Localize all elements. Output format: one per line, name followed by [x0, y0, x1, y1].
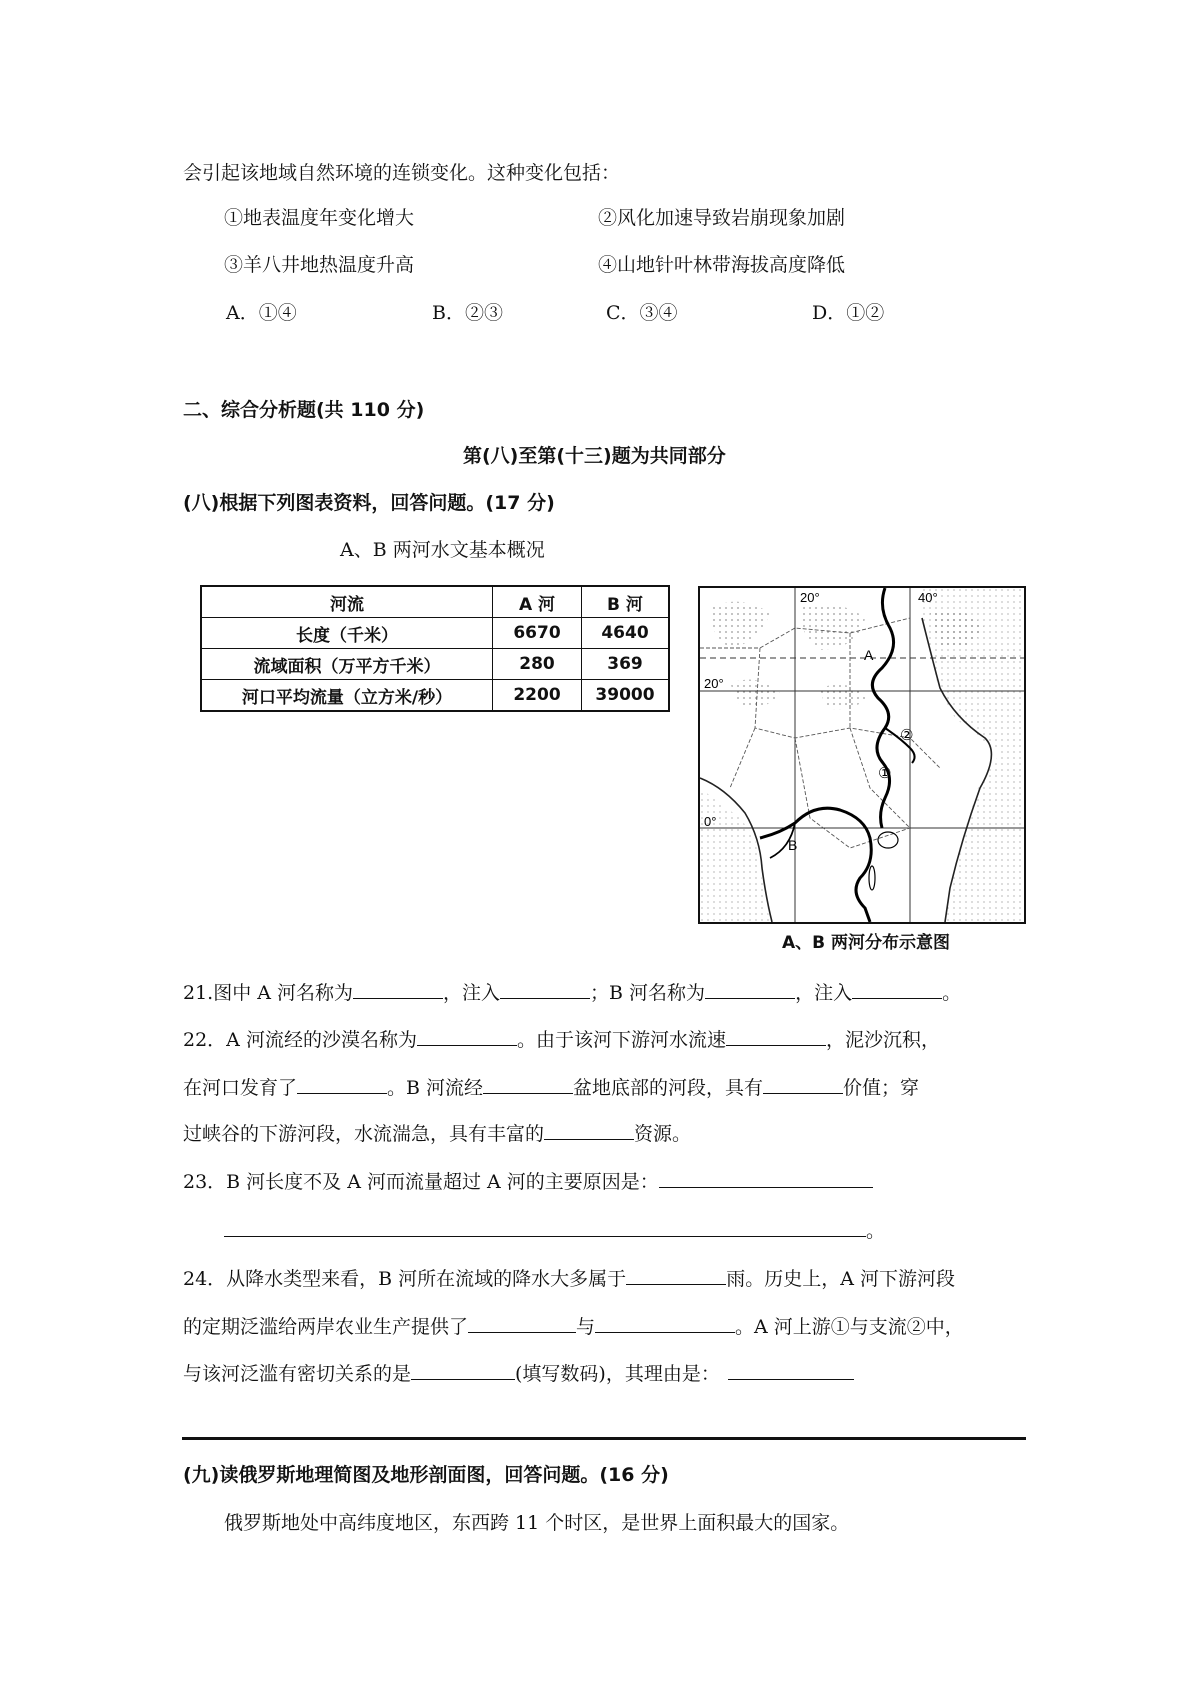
- cell-b: 369: [582, 649, 670, 680]
- section-divider: [182, 1437, 1026, 1440]
- q22-blank-3[interactable]: [297, 1075, 387, 1094]
- q21-text: 21.图中 A 河名称为: [183, 982, 354, 1004]
- q22-blank-1[interactable]: [417, 1027, 517, 1046]
- q21-blank-1[interactable]: [353, 980, 443, 999]
- q22-line-3: [183, 1121, 691, 1147]
- q21-text: 。: [942, 982, 962, 1004]
- cell-a: 6670: [493, 618, 582, 649]
- q24-text: 与该河泛滥有密切关系的是: [183, 1363, 412, 1385]
- q21-text: ；B 河名称为: [590, 982, 706, 1004]
- q23-end: 。: [866, 1220, 886, 1242]
- q24-blank-5[interactable]: [728, 1361, 854, 1380]
- choice-d: D．①②: [812, 302, 885, 324]
- label-lat20: 20°: [704, 676, 724, 691]
- row-label: 长度（千米）: [201, 618, 493, 649]
- cell-a: 280: [493, 649, 582, 680]
- q24-line-3: [183, 1361, 854, 1387]
- label-lat0: 0°: [704, 814, 717, 829]
- q9-line: 俄罗斯地处中高纬度地区，东西跨 11 个时区，是世界上面积最大的国家。: [224, 1512, 850, 1534]
- q23-line-1: [183, 1169, 873, 1195]
- q24-text: (填写数码)，其理由是：: [515, 1363, 720, 1385]
- q22-text: 价值；穿: [843, 1077, 920, 1099]
- q24-line-1: [183, 1266, 955, 1292]
- q22-line-2: [183, 1075, 919, 1101]
- cell-a: 2200: [493, 680, 582, 712]
- table-caption: A、B 两河水文基本概况: [340, 539, 545, 561]
- q22-blank-5[interactable]: [763, 1075, 843, 1094]
- q22-blank-4[interactable]: [483, 1075, 573, 1094]
- row-label: 流域面积（万平方千米）: [201, 649, 493, 680]
- label-lon40: 40°: [918, 590, 938, 605]
- q22-text: ，泥沙沉积，: [825, 1029, 940, 1051]
- option-1: ①地表温度年变化增大: [224, 207, 415, 229]
- table-row: [201, 680, 669, 712]
- q23-line-2: [224, 1218, 885, 1244]
- section-title: 二、综合分析题(共 110 分): [183, 399, 425, 421]
- q22-text: 盆地底部的河段，具有: [573, 1077, 764, 1099]
- q8-title: (八)根据下列图表资料，回答问题。(17 分): [183, 492, 555, 514]
- q24-blank-2[interactable]: [468, 1314, 576, 1333]
- table-header-row: [201, 586, 669, 618]
- q22-text: 22．A 河流经的沙漠名称为: [183, 1029, 417, 1051]
- option-3: ③羊八井地热温度升高: [224, 254, 415, 276]
- river-map: [698, 586, 1026, 924]
- q23-text: 23．B 河长度不及 A 河而流量超过 A 河的主要原因是：: [183, 1171, 659, 1193]
- river-b-path: [760, 808, 871, 922]
- q24-text: 雨。历史上，A 河下游河段: [726, 1268, 955, 1290]
- table-row: [201, 618, 669, 649]
- header-a: A 河: [493, 586, 582, 618]
- africa-map-figure: [700, 588, 1024, 922]
- q9-title: (九)读俄罗斯地理简图及地形剖面图，回答问题。(16 分): [183, 1464, 669, 1486]
- label-lon20: 20°: [800, 590, 820, 605]
- river-a-path: [872, 588, 893, 828]
- cell-b: 39000: [582, 680, 670, 712]
- header-river: 河流: [201, 586, 493, 618]
- q24-text: 。A 河上游①与支流②中，: [735, 1316, 964, 1338]
- q24-text: 24．从降水类型来看，B 河所在流域的降水大多属于: [183, 1268, 627, 1290]
- label-river-a: A: [864, 647, 874, 663]
- q24-text: 与: [576, 1316, 596, 1338]
- option-2: ②风化加速导致岩崩现象加剧: [598, 207, 846, 229]
- q22-blank-2[interactable]: [726, 1027, 826, 1046]
- label-trib-2: ②: [900, 726, 914, 744]
- q22-line-1: [183, 1027, 940, 1053]
- q21-blank-4[interactable]: [852, 980, 942, 999]
- q22-text: 。由于该河下游河水流速: [516, 1029, 726, 1051]
- intro-line: 会引起该地域自然环境的连锁变化。这种变化包括：: [183, 162, 621, 184]
- option-4: ④山地针叶林带海拔高度降低: [598, 254, 846, 276]
- q21-blank-3[interactable]: [705, 980, 795, 999]
- hydrology-table: [200, 585, 670, 712]
- label-river-b: B: [788, 837, 798, 853]
- section-subtitle: 第(八)至第(十三)题为共同部分: [463, 445, 726, 467]
- choice-a: A．①④: [226, 302, 297, 324]
- q24-blank-4[interactable]: [411, 1361, 515, 1380]
- sea-west: [700, 788, 770, 922]
- q24-blank-1[interactable]: [626, 1266, 726, 1285]
- q24-blank-3[interactable]: [595, 1314, 735, 1333]
- q22-text: 在河口发育了: [183, 1077, 298, 1099]
- map-caption: A、B 两河分布示意图: [782, 933, 951, 953]
- q22-text: 。B 河流经: [387, 1077, 484, 1099]
- q21-blank-2[interactable]: [500, 980, 590, 999]
- q23-blank-2[interactable]: [224, 1218, 866, 1237]
- q24-text: 的定期泛滥给两岸农业生产提供了: [183, 1316, 469, 1338]
- q22-blank-6[interactable]: [544, 1121, 634, 1140]
- header-b: B 河: [582, 586, 670, 618]
- lake: [878, 832, 898, 848]
- label-trib-1: ①: [878, 764, 892, 782]
- q22-text: 资源。: [634, 1123, 692, 1145]
- choice-b: B．②③: [432, 302, 503, 324]
- row-label: 河口平均流量（立方米/秒）: [201, 680, 493, 712]
- q21-text: ，注入: [795, 982, 853, 1004]
- desert-patch: [800, 605, 865, 650]
- desert-patch: [710, 602, 770, 648]
- choice-c: C．③④: [606, 302, 678, 324]
- desert-patch: [820, 685, 868, 710]
- q23-blank-1[interactable]: [659, 1169, 873, 1188]
- q21: [183, 980, 961, 1006]
- q21-text: ，注入: [443, 982, 501, 1004]
- table-row: [201, 649, 669, 680]
- lake: [869, 866, 875, 890]
- q22-text: 过峡谷的下游河段，水流湍急，具有丰富的: [183, 1123, 545, 1145]
- q24-line-2: [183, 1314, 964, 1340]
- cell-b: 4640: [582, 618, 670, 649]
- desert-patch: [730, 680, 780, 708]
